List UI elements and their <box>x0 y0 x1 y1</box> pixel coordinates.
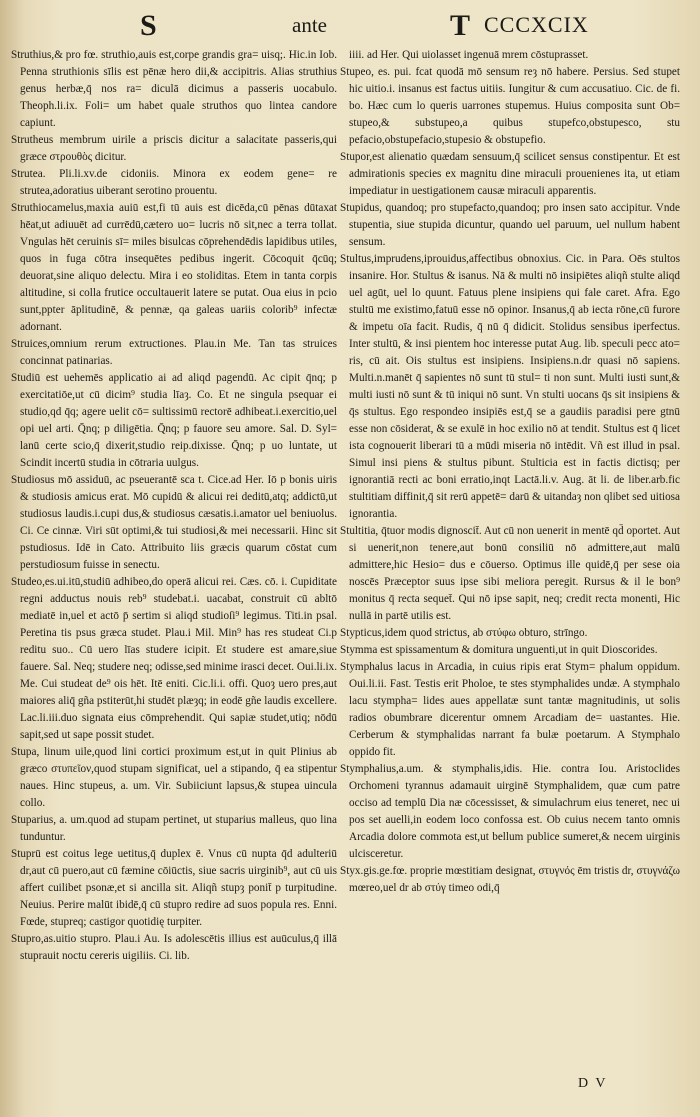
dictionary-entry: Struices,omnium rerum extructiones. Plau.in Me. Tan tas struices concinnat patinarias. <box>11 338 337 367</box>
dictionary-entry: iiii. ad Her. Qui uiolasset ingenuā mrem cōstuprasset. <box>349 49 589 61</box>
dictionary-entry: Stupidus, quandoq; pro stupefacto,quandoq; pro insen sato accipitur. Vnde stupentia, siue stupida dicuntur, quando uel paruum, uel nullum habent sensum. <box>340 202 680 248</box>
dictionary-entry: Struthius,& pro fœ. struthio,auis est,corpe grandis gra= uisq;. Hic.in Iob. Penna struthionis sīlis est pēnæ hero dii,& accipitris. Alias struthius genus herbæ,q̄ nos ra= diculā dicimus a passeris uocabulo. Theoph.li.ix. Foli= um habet quale struthos quo lintea candore capiunt. <box>11 49 337 129</box>
dictionary-entry: Stymma est spissamentum & domitura unguenti,ut in quit Dioscorides. <box>340 644 658 656</box>
dictionary-entry: Studeo,es.ui.itū,studiū adhibeo,do operā alicui rei. Cæs. cō. i. Cupiditate regni adductus nouis reb⁹ studebat.i. uacabat, construit cū abltō mediatē in,uel et actō p̄ sertim si aliqd studioſi⁹ legimus. Titi.in psal. Peretina tis psus græca studet. Plau.i Mil. Min⁹ has res studeat Ci.p reditu suo.. Cū uero līas studere icipit. Et studere est amare,siue fauere. Sal. Neq; studere neq; odisse,sed minime irasci decet. Oui.li.ix. Me. Cui studeat de⁹ ois hēt. Itē eniti. Cic.li.i. offi. Quoȝ uero pres,aut maiores aliq̄ gña pstiterūt,hi studēt plæȝq; in eodē gñe laudis excellere. Lac.li.iii.duo signata eius cōmprehendit. Qui sapiæ studet,utiq; nōdū sapit,sed ut sape possit studet. <box>11 576 337 741</box>
folio-number: CCCXCIX <box>484 12 589 37</box>
dictionary-entry: Stupeo, es. pui. fcat quodā mō sensum reȝ nō habere. Persius. Sed stupet hic uitio.i. insanus est factus uitiis. Iungitur & cum accusatiuo. Cic. de fi. bo. Hæc cum lo queris uarrones stupemus. Huius composita sunt Ob= stupeo,& substupeo,a quibus stupefco,obstupesco, stu pefacio,obstupefacio,stupesio & obstupefio. <box>340 66 680 146</box>
right-column <box>340 47 680 897</box>
header-word: ante <box>292 13 327 37</box>
dictionary-entry: Stultus,imprudens,iprouidus,affectibus obnoxius. Cic. in Para. Oēs stultos insanire. Hor. Stultus & isanus. Nā & multi nō insipiētes aliqñ stulte aliqd uel agūt, uel lo quunt. Fatuus plene insipiens qui fale caret. Afra. Ego stultū me existimo,fatuū esse nō opinor. Insanus,q̄ ab iecta rōne,cū furore & impetu oīa facit. Rudis, q̄ nū q̄ didicit. Stolidus sensibus iperfectus. Inter stultū, & insi pientem hoc interesse putat Aug. lib. speculi pecc ato= ris, cū ait. Ois stultus est insipiens. Insipiens.n.dr quasi nō sapiens. Multi.n.manēt q̄ sapientes nō sunt tū stul= ti non sunt. Multi iusti sunt,& multi iusti nō sunt & tū iniqui nō sunt. Vn stulti uocans q̄s sit insipiens & q̄s stultus. Ego respondeo insipiēs est,q̄ se a gaudiis paradisi pere gtnū esse non cōsiderat, & se exulē in hoc exilio nō at tendit. Stultus est q̄ licet ista cognouerit liberari tū a mūdi miseria nō intēdit. Vñ est illud in psal. Simul insi piens & stultus pibunt. Stulticia est in factis dictisq; per ignorantiā recti ac boni erratio,inqt Lactā.li.v. Aug. āt li. de liber.arb.fic stultitiam diffinit,q̄ sit rerū appetē= darū & uitandaȝ non qlibet sed uitiosa ignorantia. <box>340 253 680 520</box>
dictionary-entry: Stupa, linum uile,quod lini cortici proximum est,ut in quit Plinius ab græco στυπεῖον,quod stupam significat, uel a stipando, q̄ ea stipentur naues. Hinc stupeus, a. um. Vir. Subiiciunt lapsus,& stupea uincula collo. <box>11 746 337 809</box>
dictionary-entry: Studiosus mō assiduū, ac pseuerantē sca t. Cice.ad Her. Iō p bonis uiris & studiosis amicus erat. Mō cupidū & alicui rei deditū,atq; addictū,ut studiosus laudis.i.cupi dus,& studiosus cæsatis.i.amator uel beniuolus. Ci. Ce cinnæ. Viri sūt optimi,& tui studiosi,& mei necessarii. Hinc sit pstudiosus. Idē in Cato. Attribuito liis græcis quarum cōstat cum perstudiosum fuisse in senectu. <box>11 474 337 571</box>
dictionary-entry: Stymphalius,a.um. & stymphalis,idis. Hie. contra Iou. Aristoclides Orchomeni tyrannus adamauit uirginē Stymphalidem, quæ cum patre occiso ad templū Dia næ cōcessisset, & simulachrum eius teneret, nec ui pos set auelli,in eodem loco confossa est. Ob cuius necem tanto omnis Arcadia dolore commota est,ut bellum publice sumeret,& necem uirginis ulcisceretur. <box>340 763 680 860</box>
dictionary-entry: Stypticus,idem quod strictus, ab στύφω obturo, strīngo. <box>340 627 588 639</box>
dictionary-entry: Studiū est uehemēs applicatio ai ad aliqd pagendū. Ac cipit q̄nq; p exercitatiōe,ut cū dicim⁹ studia līaȝ. Co. Et ne singula psequar ei studio,qd q̄q; agere uelit cō= sultissimū rectorē adhibeat.i.exercitio,uel opi uel arti. Q̄nq; p diligētia. Q̄nq; p fauore seu amore. Sal. D. Syl= lanū certe scio,q̄ dixerit,studio reip.dixisse. Q̄nq; p uo luntate, ut Scindit incertū studia in cōtraria uulgus. <box>11 372 337 469</box>
dictionary-entry: Stymphalus lacus in Arcadia, in cuius ripis erat Stym= phalum oppidum. Oui.li.ii. Fast. Testis erit Pholoe, te stes stymphalides undæ. A stymphalo lacu stympha= lides aues appellatæ sunt tantæ magnitudinis, ut solis radios obumbrare dicerentur omnem Arcadiam de= uastantes. Hie. Cerberum & stymphalidas narrant fa bulæ poetarum. A Stymphalo oppido fit. <box>340 661 680 758</box>
signature-mark: D V <box>578 1076 608 1091</box>
header-left-letter: S <box>140 9 157 42</box>
dictionary-entry: Styx.gis.ge.fœ. proprie mœstitiam designat, στυγνός ēm tristis dr, στυγνάζω mœreo,uel dr ab στύγ timeo odi,q̄ <box>340 865 680 894</box>
dictionary-entry: Stupor,est alienatio quædam sensuum,q̄ scilicet sensus constipentur. Et est admirationis species ex magnitu dine miraculi prouenienes ita, ut etiam impediatur in uestigationem causæ miraculi apparentis. <box>340 151 680 197</box>
dictionary-entry: Stuprū est coitus lege uetitus,q̄ duplex ē. Vnus cū nupta q̄d adulteriū dr,aut cū puero,aut cū fæmine cōiūctis, siue sacris uirginib⁹, aut cū uis affert cuilibet psonæ,et si ancilla sit. Aliqñ stupȝ ponit̄ p turpitudine. Neuius. Perire malūt ibidē,q̄ cū stupro redire ad suos popula res. Enni. Fœde, stupreq; castigor quotidię turpiter. <box>11 848 337 928</box>
dictionary-entry: Struthiocamelus,maxia auiū est,fi tū auis est dicēda,cū pēnas dūtaxat hēat,ut adiuuēt ad currēdū,cætero uo= lucris nō sit,nec a terra tollat. Vngulas hēt ceruinis sī= miles bisulcas cōprehendēdis lapidibus utiles, quos in fuga cōtra insequētes pedibus ingerit. Cōcoquit q̄cūq; deuorat,sine aliquo delectu. Mira i eo stoliditas. Etem in tanta corpis altitudine, si colla frutice occultauerit latere se putat. Oua eius in pcio sunt,ppter āplitudinē, & pennæ, qa galeas uariis colorib⁹ infectæ adornant. <box>11 202 337 333</box>
left-column <box>11 47 337 965</box>
running-header <box>0 8 700 44</box>
header-right-letter: T <box>450 9 471 42</box>
dictionary-entry: Strutea. Pli.li.xv.de cidoniis. Minora ex eodem gene= re strutea,adoratius uiberant serotino prouentu. <box>11 168 337 197</box>
dictionary-entry: Stultitia, q̄tuor modis dignoscit̄. Aut cū non uenerit in mentē qd̄ oportet. Aut si uenerit,non tenere,aut bonū consiliū nō admittere,aut malū admittere,hic Hesio= dus e cōuerso. Optimus ille quidē,q̄ per sese oia noscēs Præceptor suus ipse sibi meliora peregit. Rursus & il le bon⁹ monitus q̄ recta sequet̄. Qui nō ipse sapit, neq; credit recta monenti, Hic nullā in partē utilis est. <box>340 525 680 622</box>
dictionary-entry: Stupro,as.uitio stupro. Plau.i Au. Is adolescētis illius est auūculus,q̄ illā stuprauit noctu cereris uigiliis. Ci. lib. <box>11 933 337 962</box>
dictionary-entry: Stuparius, a. um.quod ad stupam pertinet, ut stuparius malleus, quo lina tunduntur. <box>11 814 337 843</box>
dictionary-entry: Strutheus membrum uirile a priscis dicitur a salacitate passeris,qui græce στρουθὸς dicitur. <box>11 134 337 163</box>
